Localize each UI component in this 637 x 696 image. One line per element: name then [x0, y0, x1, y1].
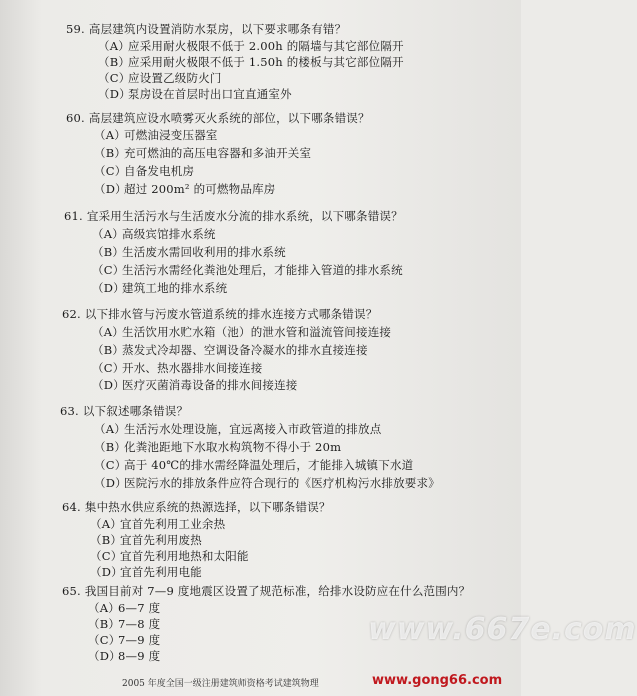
- question-title: 59. 高层建筑内设置消防水泵房，以下要求哪条有错？: [66, 22, 347, 36]
- option-d: （D）泵房设在首层时出口宜直通室外: [98, 87, 292, 101]
- option-b: （B）应采用耐火极限不低于 1.50h 的楼板与其它部位隔开: [98, 55, 404, 69]
- option-b: （B）7—8 度: [88, 617, 161, 631]
- option-d: （D）宜首先利用电能: [90, 565, 202, 579]
- option-b: （B）蒸发式冷却器、空调设备冷凝水的排水直接连接: [92, 343, 368, 357]
- question-title: 64. 集中热水供应系统的热源选择，以下哪条错误？: [62, 500, 331, 514]
- option-d: （D）建筑工地的排水系统: [92, 281, 228, 295]
- option-b: （B）化粪池距地下水取水构筑物不得小于 20m: [94, 440, 342, 454]
- option-a: （A）6—7 度: [88, 601, 161, 615]
- option-a: （A）高级宾馆排水系统: [92, 227, 216, 241]
- option-a: （A）应采用耐火极限不低于 2.00h 的隔墙与其它部位隔开: [98, 39, 404, 53]
- option-d: （D）医院污水的排放条件应符合现行的《医疗机构污水排放要求》: [94, 476, 440, 490]
- option-c: （C）宜首先利用地热和太阳能: [90, 549, 249, 563]
- option-c: （C）开水、热水器排水间接连接: [92, 361, 263, 375]
- option-d: （D）医疗灭菌消毒设备的排水间接连接: [92, 378, 298, 392]
- question-title: 62. 以下排水管与污废水管道系统的排水连接方式哪条错误？: [62, 307, 378, 321]
- option-c: （C）高于 40℃的排水需经降温处理后，才能排入城镇下水道: [94, 458, 414, 472]
- question-title: 60. 高层建筑应设水喷雾灭火系统的部位，以下哪条错误？: [66, 111, 370, 125]
- option-d: （D）8—9 度: [88, 649, 161, 663]
- option-b: （B）充可燃油的高压电容器和多油开关室: [94, 146, 312, 160]
- option-c: （C）应设置乙级防火门: [98, 71, 222, 85]
- option-a: （A）生活污水处理设施，宜远离接入市政管道的排放点: [94, 422, 382, 436]
- watermark-gong66: www.gong66.com: [372, 673, 503, 688]
- option-b: （B）生活废水需回收利用的排水系统: [92, 245, 286, 259]
- option-a: （A）生活饮用水贮水箱（池）的泄水管和溢流管间接连接: [92, 325, 392, 339]
- question-title: 61. 宜采用生活污水与生活废水分流的排水系统，以下哪条错误？: [64, 209, 403, 223]
- option-c: （C）7—9 度: [88, 633, 161, 647]
- option-a: （A）可燃油浸变压器室: [94, 128, 218, 142]
- option-a: （A）宜首先利用工业余热: [90, 517, 226, 531]
- page-footer: 2005 年度全国一级注册建筑师资格考试建筑物理: [122, 679, 319, 689]
- question-title: 65. 我国目前对 7—9 度地震区设置了规范标准，给排水设防应在什么范围内？: [62, 584, 471, 598]
- option-b: （B）宜首先利用废热: [90, 533, 202, 547]
- option-c: （C）自备发电机房: [94, 164, 195, 178]
- option-d: （D）超过 200m² 的可燃物品库房: [94, 182, 276, 196]
- watermark-667e: www.667e.com: [368, 612, 637, 647]
- option-c: （C）生活污水需经化粪池处理后，才能排入管道的排水系统: [92, 263, 403, 277]
- question-title: 63. 以下叙述哪条错误？: [60, 404, 189, 418]
